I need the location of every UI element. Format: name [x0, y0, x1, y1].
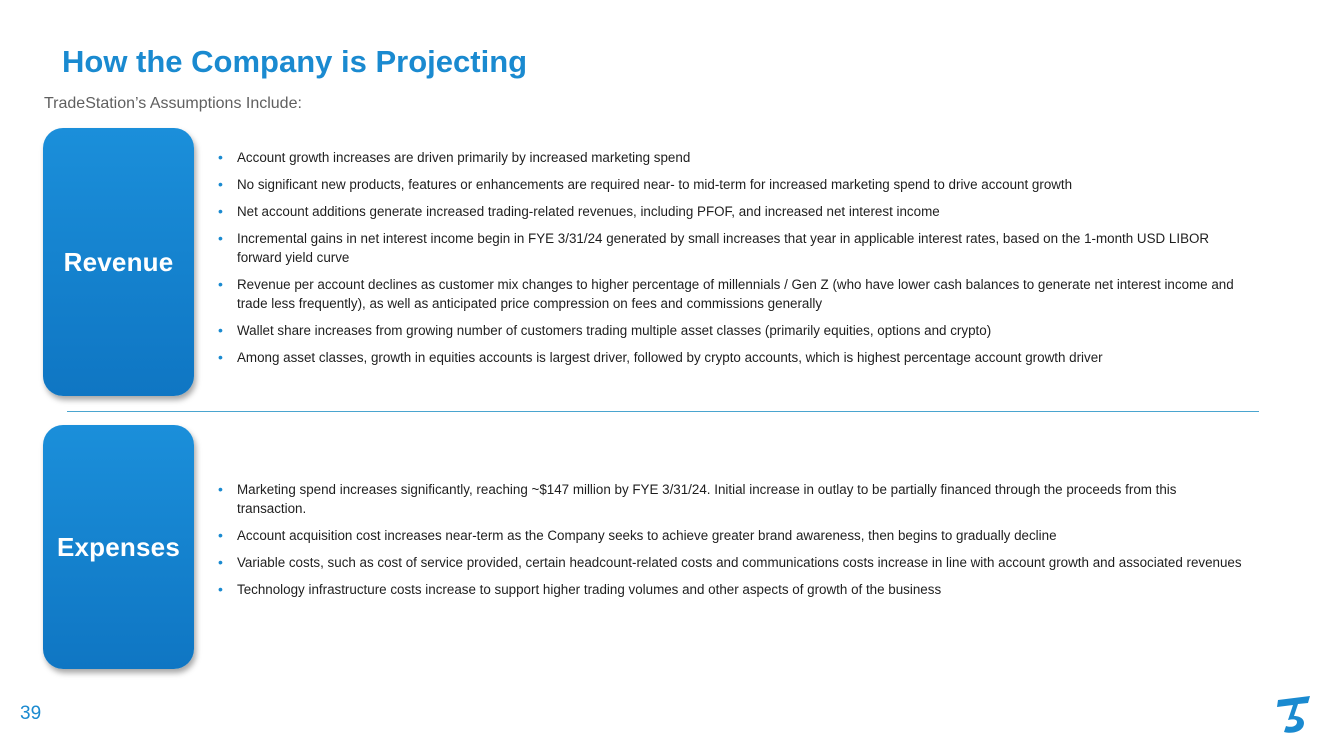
bullet-text: Incremental gains in net interest income begin in FYE 3/31/24 generated by small increases that year in applicable interest rates, based on the 1-month USD LIBOR forward yield curve — [237, 231, 1210, 265]
bullet-icon: • — [218, 176, 223, 192]
list-item — [218, 526, 1248, 545]
bullet-text: Account acquisition cost increases near-term as the Company seeks to achieve greater brand awareness, then begins to gradually decline — [237, 528, 1057, 543]
bullet-text: Among asset classes, growth in equities accounts is largest driver, followed by crypto accounts, which is highest percentage account growth driver — [237, 350, 1103, 365]
bullet-icon: • — [218, 276, 223, 292]
tradestation-logo-icon — [1272, 692, 1316, 736]
list-item — [218, 275, 1248, 313]
bullet-icon: • — [218, 349, 223, 365]
section-divider — [67, 411, 1259, 412]
list-item — [218, 553, 1248, 572]
bullet-text: Net account additions generate increased trading-related revenues, including PFOF, and increased net interest income — [237, 204, 940, 219]
bullet-text: Revenue per account declines as customer mix changes to higher percentage of millennials / Gen Z (who have lower cash balances to generate net interest income and trade less frequently), as well as anticipated price compression on fees and commissions generally — [237, 277, 1234, 311]
bullet-text: Technology infrastructure costs increase to support higher trading volumes and other aspects of growth of the business — [237, 582, 942, 597]
bullet-icon: • — [218, 527, 223, 543]
list-item — [218, 202, 1248, 221]
expenses-bullet-list — [218, 480, 1248, 607]
bullet-icon: • — [218, 554, 223, 570]
revenue-label: Revenue — [63, 246, 174, 277]
page-subtitle: TradeStation’s Assumptions Include: — [44, 95, 302, 112]
bullet-icon: • — [218, 581, 223, 597]
page-number: 39 — [20, 703, 42, 724]
bullet-text: Wallet share increases from growing number of customers trading multiple asset classes (primarily equities, options and crypto) — [237, 323, 992, 338]
list-item — [218, 175, 1248, 194]
list-item — [218, 580, 1248, 599]
bullet-icon: • — [218, 203, 223, 219]
expenses-label-pill — [43, 425, 194, 669]
list-item — [218, 229, 1248, 267]
expenses-label: Expenses — [56, 531, 180, 562]
bullet-icon: • — [218, 481, 223, 497]
bullet-text: Marketing spend increases significantly, reaching ~$147 million by FYE 3/31/24. Initial increase in outlay to be partially financed through the proceeds from this transaction. — [237, 482, 1177, 516]
page-title: How the Company is Projecting — [62, 44, 528, 79]
bullet-text: Account growth increases are driven primarily by increased marketing spend — [237, 150, 691, 165]
revenue-bullet-list — [218, 148, 1248, 375]
bullet-icon: • — [218, 149, 223, 165]
bullet-text: No significant new products, features or enhancements are required near- to mid-term for increased marketing spend to drive account growth — [237, 177, 1073, 192]
list-item — [218, 148, 1248, 167]
bullet-text: Variable costs, such as cost of service provided, certain headcount-related costs and communications costs increase in line with account growth and associated revenues — [237, 555, 1242, 570]
bullet-icon: • — [218, 322, 223, 338]
list-item — [218, 348, 1248, 367]
list-item — [218, 321, 1248, 340]
revenue-label-pill — [43, 128, 194, 396]
list-item — [218, 480, 1248, 518]
bullet-icon: • — [218, 230, 223, 246]
